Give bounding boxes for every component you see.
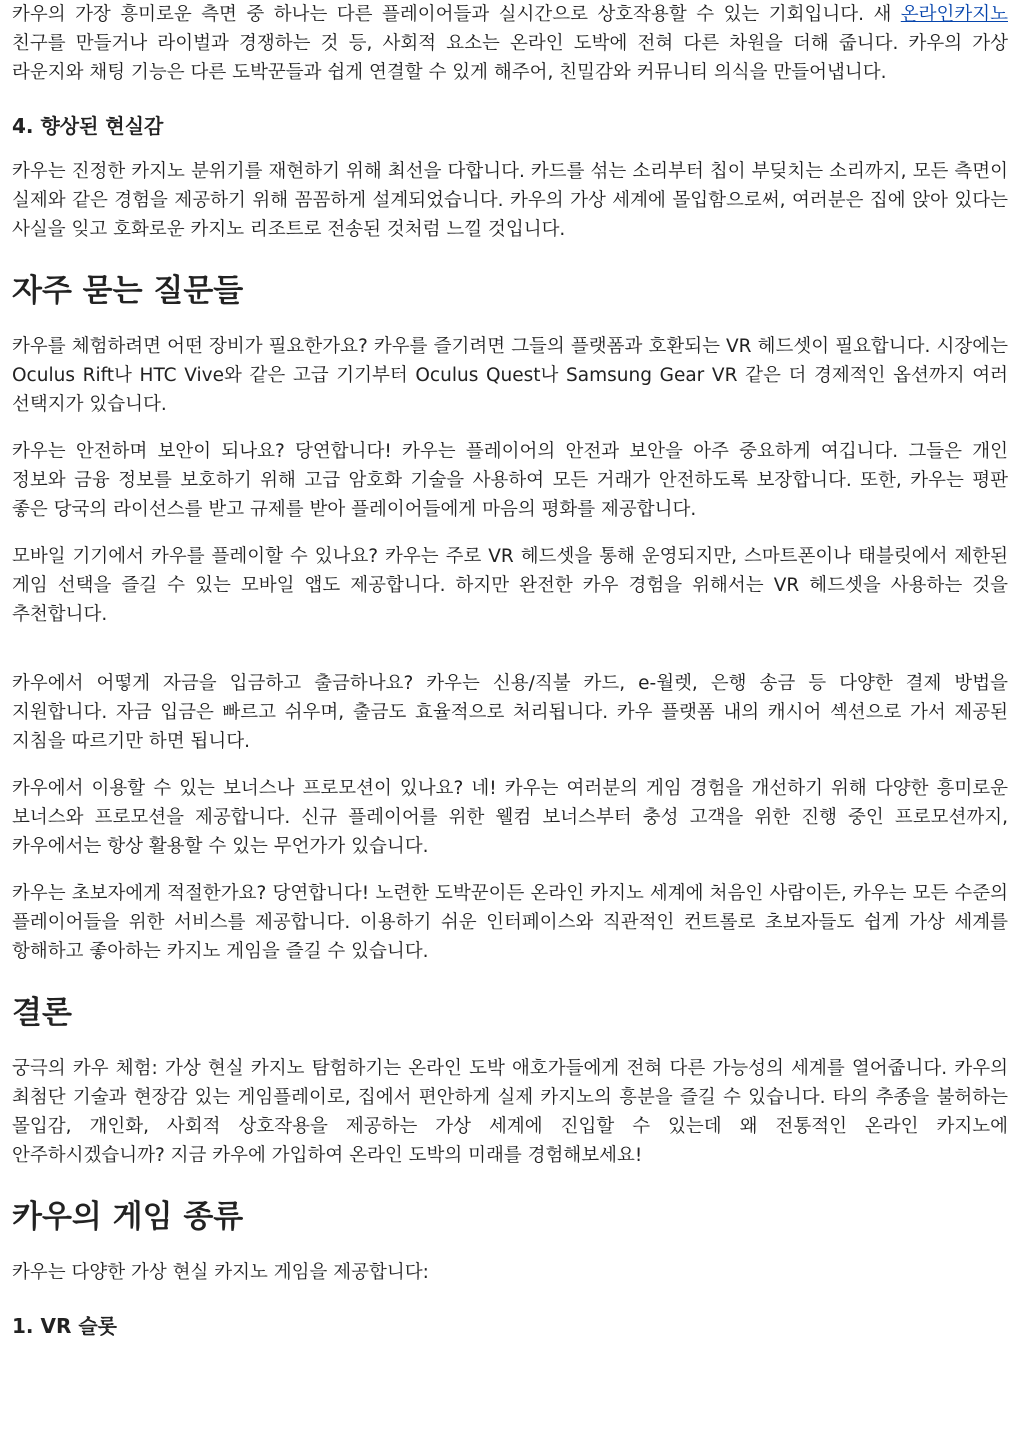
conclusion-paragraph: 궁극의 카우 체험: 가상 현실 카지노 탐험하기는 온라인 도박 애호가들에게 전혀 다른 가능성의 세계를 열어줍니다. 카우의 최첨단 기술과 현장감 있는 게임플레이로, 집에서 편안하게 실제 카지노의 흥분을 즐길 수 있습니다. 타의 추종을 불허하는 몰입감, 개인화, 사회적 상호작용을 제공하는 가상 세계에 진입할 수 있는데 왜 전통적인 온라인 카지노에 안주하시겠습니까? 지금 카우에 가입하여 온라인 도박의 미래를 경험해보세요! — [12, 1058, 1008, 1166]
section-4-heading: 4. 향상된 현실감 — [12, 114, 164, 138]
section-4-paragraph: 카우는 진정한 카지노 분위기를 재현하기 위해 최선을 다합니다. 카드를 섞는 소리부터 칩이 부딪치는 소리까지, 모든 측면이 실제와 같은 경험을 제공하기 위해 꼼꼼하게 설계되었습니다. 카우의 가상 세계에 몰입함으로써, 여러분은 집에 앉아 있다는 사실을 잊고 호화로운 카지노 리조트로 전송된 것처럼 느낄 것입니다. — [12, 161, 1008, 240]
faq-security-paragraph: 카우는 안전하며 보안이 되나요? 당연합니다! 카우는 플레이어의 안전과 보안을 아주 중요하게 여깁니다. 그들은 개인 정보와 금융 정보를 보호하기 위해 고급 암호화 기술을 사용하여 모든 거래가 안전하도록 보장합니다. 또한, 카우는 평판 좋은 당국의 라이선스를 받고 규제를 받아 플레이어들에게 마음의 평화를 제공합니다. — [12, 441, 1008, 520]
faq-equipment-paragraph: 카우를 체험하려면 어떤 장비가 필요한가요? 카우를 즐기려면 그들의 플랫폼과 호환되는 VR 헤드셋이 필요합니다. 시장에는 Oculus Rift나 HTC Vive와 같은 고급 기기부터 Oculus Quest나 Samsung Gear VR 같은 더 경제적인 옵션까지 여러 선택지가 있습니다. — [12, 336, 1008, 415]
intro-paragraph — [12, 0, 1008, 87]
vr-slots-heading: 1. VR 슬롯 — [12, 1314, 117, 1338]
conclusion-heading: 결론 — [12, 995, 72, 1031]
intro-text-before-link: 카우의 가장 흥미로운 측면 중 하나는 다른 플레이어들과 실시간으로 상호작용할 수 있는 기회입니다. 새 — [12, 4, 901, 25]
intro-text-after-link: 친구를 만들거나 라이벌과 경쟁하는 것 등, 사회적 요소는 온라인 도박에 전혀 다른 차원을 더해 줍니다. 카우의 가상 라운지와 채팅 기능은 다른 도박꾼들과 쉽게 연결할 수 있게 해주어, 친밀감와 커뮤니티 의식을 만들어냅니다. — [12, 33, 1008, 83]
faq-bonus-paragraph: 카우에서 이용할 수 있는 보너스나 프로모션이 있나요? 네! 카우는 여러분의 게임 경험을 개선하기 위해 다양한 흥미로운 보너스와 프로모션을 제공합니다. 신규 플레이어를 위한 웰컴 보너스부터 충성 고객을 위한 진행 중인 프로모션까지, 카우에서는 항상 활용할 수 있는 무언가가 있습니다. — [12, 778, 1008, 857]
game-types-paragraph: 카우는 다양한 가상 현실 카지노 게임을 제공합니다: — [12, 1262, 429, 1283]
faq-mobile-paragraph: 모바일 기기에서 카우를 플레이할 수 있나요? 카우는 주로 VR 헤드셋을 통해 운영되지만, 스마트폰이나 태블릿에서 제한된 게임 선택을 즐길 수 있는 모바일 앱도 제공합니다. 하지만 완전한 카우 경험을 위해서는 VR 헤드셋을 사용하는 것을 추천합니다. — [12, 546, 1008, 625]
faq-payment-paragraph: 카우에서 어떻게 자금을 입금하고 출금하나요? 카우는 신용/직불 카드, e-월렛, 은행 송금 등 다양한 결제 방법을 지원합니다. 자금 입금은 빠르고 쉬우며, 출금도 효율적으로 처리됩니다. 카우 플랫폼 내의 캐시어 섹션으로 가서 제공된 지침을 따르기만 하면 됩니다. — [12, 673, 1008, 752]
faq-heading: 자주 묻는 질문들 — [12, 273, 244, 309]
online-casino-link[interactable]: 온라인카지노 — [900, 4, 1008, 25]
paragraph-spacer — [12, 647, 1008, 669]
game-types-heading: 카우의 게임 종류 — [12, 1199, 244, 1235]
faq-beginner-paragraph: 카우는 초보자에게 적절한가요? 당연합니다! 노련한 도박꾼이든 온라인 카지노 세계에 처음인 사람이든, 카우는 모든 수준의 플레이어들을 위한 서비스를 제공합니다. 이용하기 쉬운 인터페이스와 직관적인 컨트롤로 초보자들도 쉽게 가상 세계를 항해하고 좋아하는 카지노 게임을 즐길 수 있습니다. — [12, 883, 1008, 962]
